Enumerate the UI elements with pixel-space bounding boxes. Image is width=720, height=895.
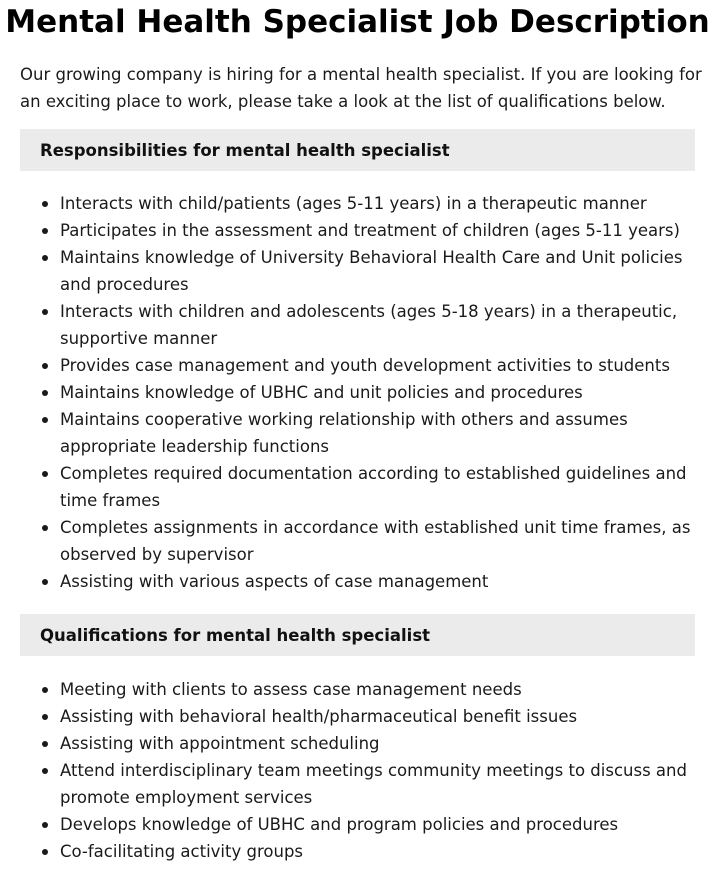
- list-item-text: Co-facilitating activity groups: [60, 842, 304, 861]
- bullet-icon: [42, 741, 48, 747]
- list-item-text: Completes required documentation according to established guidelines and time frames: [60, 464, 687, 510]
- list-item-text: Attend interdisciplinary team meetings community meetings to discuss and promote employment services: [60, 761, 687, 807]
- list-item-text: Participates in the assessment and treatment of children (ages 5-11 years): [60, 221, 680, 240]
- list-item-text: Maintains knowledge of University Behavioral Health Care and Unit policies and procedures: [60, 248, 683, 294]
- list-item-text: Develops knowledge of UBHC and program policies and procedures: [60, 815, 619, 834]
- list-item-text: Maintains cooperative working relationship with others and assumes appropriate leadership functions: [60, 410, 628, 456]
- page-title: Mental Health Specialist Job Description: [5, 4, 710, 40]
- list-item: [20, 298, 700, 352]
- list-item: [20, 757, 700, 811]
- qualifications-list: [20, 676, 700, 865]
- list-item-text: Assisting with appointment scheduling: [60, 734, 380, 753]
- list-item-text: Assisting with behavioral health/pharmaceutical benefit issues: [60, 707, 578, 726]
- list-item-text: Interacts with children and adolescents (ages 5-18 years) in a therapeutic, supportive manner: [60, 302, 678, 348]
- list-item-text: Maintains knowledge of UBHC and unit policies and procedures: [60, 383, 583, 402]
- bullet-icon: [42, 471, 48, 477]
- list-item: [20, 244, 700, 298]
- list-item: [20, 460, 700, 514]
- list-item: [20, 730, 700, 757]
- qualifications-header: [20, 614, 695, 656]
- bullet-icon: [42, 768, 48, 774]
- list-item: [20, 568, 700, 595]
- bullet-icon: [42, 849, 48, 855]
- bullet-icon: [42, 390, 48, 396]
- list-item: [20, 811, 700, 838]
- list-item-text: Completes assignments in accordance with established unit time frames, as observed by supervisor: [60, 518, 691, 564]
- bullet-icon: [42, 363, 48, 369]
- bullet-icon: [42, 228, 48, 234]
- bullet-icon: [42, 579, 48, 585]
- list-item: [20, 406, 700, 460]
- list-item-text: Assisting with various aspects of case management: [60, 572, 489, 591]
- bullet-icon: [42, 309, 48, 315]
- list-item-text: Interacts with child/patients (ages 5-11 years) in a therapeutic manner: [60, 194, 647, 213]
- list-item: [20, 676, 700, 703]
- bullet-icon: [42, 255, 48, 261]
- list-item: [20, 352, 700, 379]
- list-item: [20, 190, 700, 217]
- list-item: [20, 838, 700, 865]
- bullet-icon: [42, 714, 48, 720]
- bullet-icon: [42, 417, 48, 423]
- qualifications-heading: Qualifications for mental health specialist: [40, 625, 431, 645]
- list-item: [20, 217, 700, 244]
- intro-paragraph: Our growing company is hiring for a mental health specialist. If you are looking for an exciting place to work, please take a look at the list of qualifications below.: [20, 65, 702, 111]
- bullet-icon: [42, 687, 48, 693]
- list-item: [20, 379, 700, 406]
- bullet-icon: [42, 525, 48, 531]
- list-item: [20, 514, 700, 568]
- bullet-icon: [42, 822, 48, 828]
- responsibilities-header: [20, 129, 695, 171]
- list-item: [20, 703, 700, 730]
- responsibilities-list: [20, 190, 700, 595]
- bullet-icon: [42, 201, 48, 207]
- responsibilities-heading: Responsibilities for mental health specialist: [40, 140, 450, 160]
- list-item-text: Provides case management and youth development activities to students: [60, 356, 670, 375]
- list-item-text: Meeting with clients to assess case management needs: [60, 680, 522, 699]
